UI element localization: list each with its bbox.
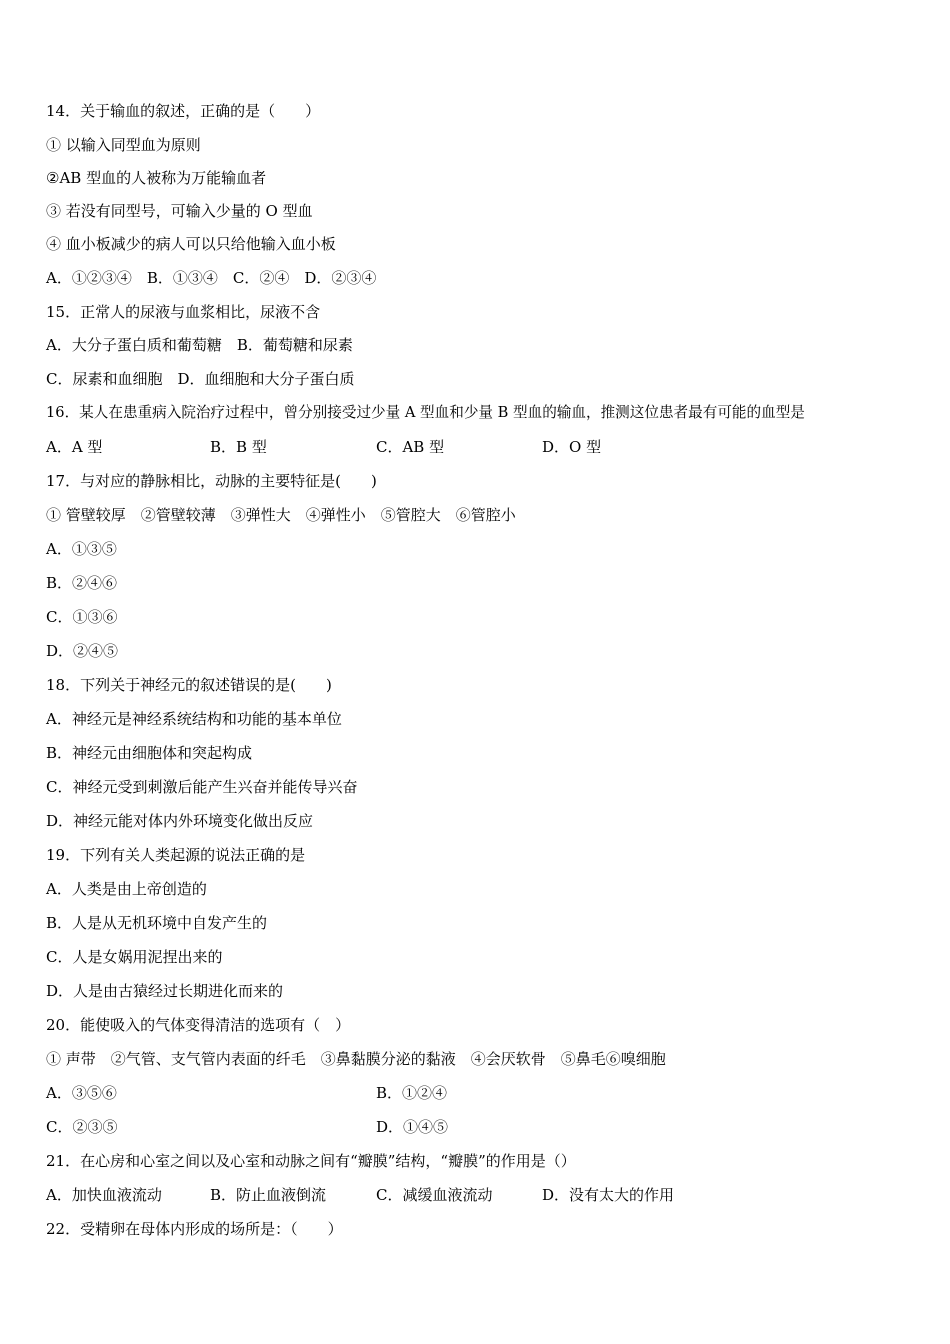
q17-option-c: C．①③⑥ [46,608,118,626]
q21-option-d: D．没有太大的作用 [542,1186,675,1204]
q18-option-a: A．神经元是神经系统结构和功能的基本单位 [46,710,342,728]
q17-stem: 17．与对应的静脉相比，动脉的主要特征是( ) [46,472,377,490]
q18-option-d: D．神经元能对体内外环境变化做出反应 [46,812,314,830]
q21-stem: 21．在心房和心室之间以及心室和动脉之间有“瓣膜”结构，“瓣膜”的作用是（） [46,1152,576,1170]
q20-option-d: D．①④⑤ [376,1118,449,1136]
q19-option-a: A．人类是由上帝创造的 [46,880,207,898]
q22-stem: 22．受精卵在母体内形成的场所是：（ ） [46,1220,343,1238]
q19-option-d: D．人是由古猿经过长期进化而来的 [46,982,284,1000]
q15-options-line-1: A．大分子蛋白质和葡萄糖 B．葡萄糖和尿素 [46,336,353,354]
q14-stem: 14．关于输血的叙述，正确的是（ ） [46,102,321,120]
q14-statement-2: ②AB 型血的人被称为万能输血者 [46,169,267,187]
q19-option-b: B．人是从无机环境中自发产生的 [46,914,268,932]
q21-options [46,1185,906,1205]
q20-option-b: B．①②④ [376,1084,448,1102]
q16-option-c: C．AB 型 [376,438,445,456]
q16-options [46,437,906,457]
q15-stem: 15．正常人的尿液与血浆相比，尿液不含 [46,303,321,321]
q19-option-c: C．人是女娲用泥捏出来的 [46,948,223,966]
q20-stem: 20．能使吸入的气体变得清洁的选项有（ ） [46,1016,351,1034]
q17-items: ① 管壁较厚 ②管壁较薄 ③弹性大 ④弹性小 ⑤管腔大 ⑥管腔小 [46,506,516,524]
q17-option-b: B．②④⑥ [46,574,118,592]
q18-option-b: B．神经元由细胞体和突起构成 [46,744,253,762]
q21-option-c: C．减缓血液流动 [376,1186,493,1204]
q17-option-d: D．②④⑤ [46,642,119,660]
q20-options-row-1 [46,1083,906,1103]
q16-option-a: A．A 型 [46,438,103,456]
q14-statement-3: ③ 若没有同型号，可输入少量的 O 型血 [46,202,313,220]
q14-options: A．①②③④ B．①③④ C．②④ D．②③④ [46,269,377,287]
q14-statement-1: ① 以输入同型血为原则 [46,136,201,154]
q14-statement-4: ④ 血小板减少的病人可以只给他输入血小板 [46,235,336,253]
q15-options-line-2: C．尿素和血细胞 D．血细胞和大分子蛋白质 [46,370,355,388]
q16-option-b: B．B 型 [210,438,267,456]
q20-options-row-2 [46,1117,906,1137]
q21-option-a: A．加快血液流动 [46,1186,162,1204]
q16-option-d: D．O 型 [542,438,602,456]
q20-option-a: A．③⑤⑥ [46,1084,117,1102]
q20-option-c: C．②③⑤ [46,1118,118,1136]
q18-stem: 18．下列关于神经元的叙述错误的是( ) [46,676,332,694]
q20-items: ① 声带 ②气管、支气管内表面的纤毛 ③鼻黏膜分泌的黏液 ④会厌软骨 ⑤鼻毛⑥嗅细胞 [46,1050,666,1068]
q16-stem: 16．某人在患重病入院治疗过程中，曾分别接受过少量 A 型血和少量 B 型血的输血，推测这位患者最有可能的血型是 [46,404,805,421]
q17-option-a: A．①③⑤ [46,540,117,558]
q19-stem: 19．下列有关人类起源的说法正确的是 [46,846,306,864]
q18-option-c: C．神经元受到刺激后能产生兴奋并能传导兴奋 [46,778,358,796]
q21-option-b: B．防止血液倒流 [210,1186,327,1204]
